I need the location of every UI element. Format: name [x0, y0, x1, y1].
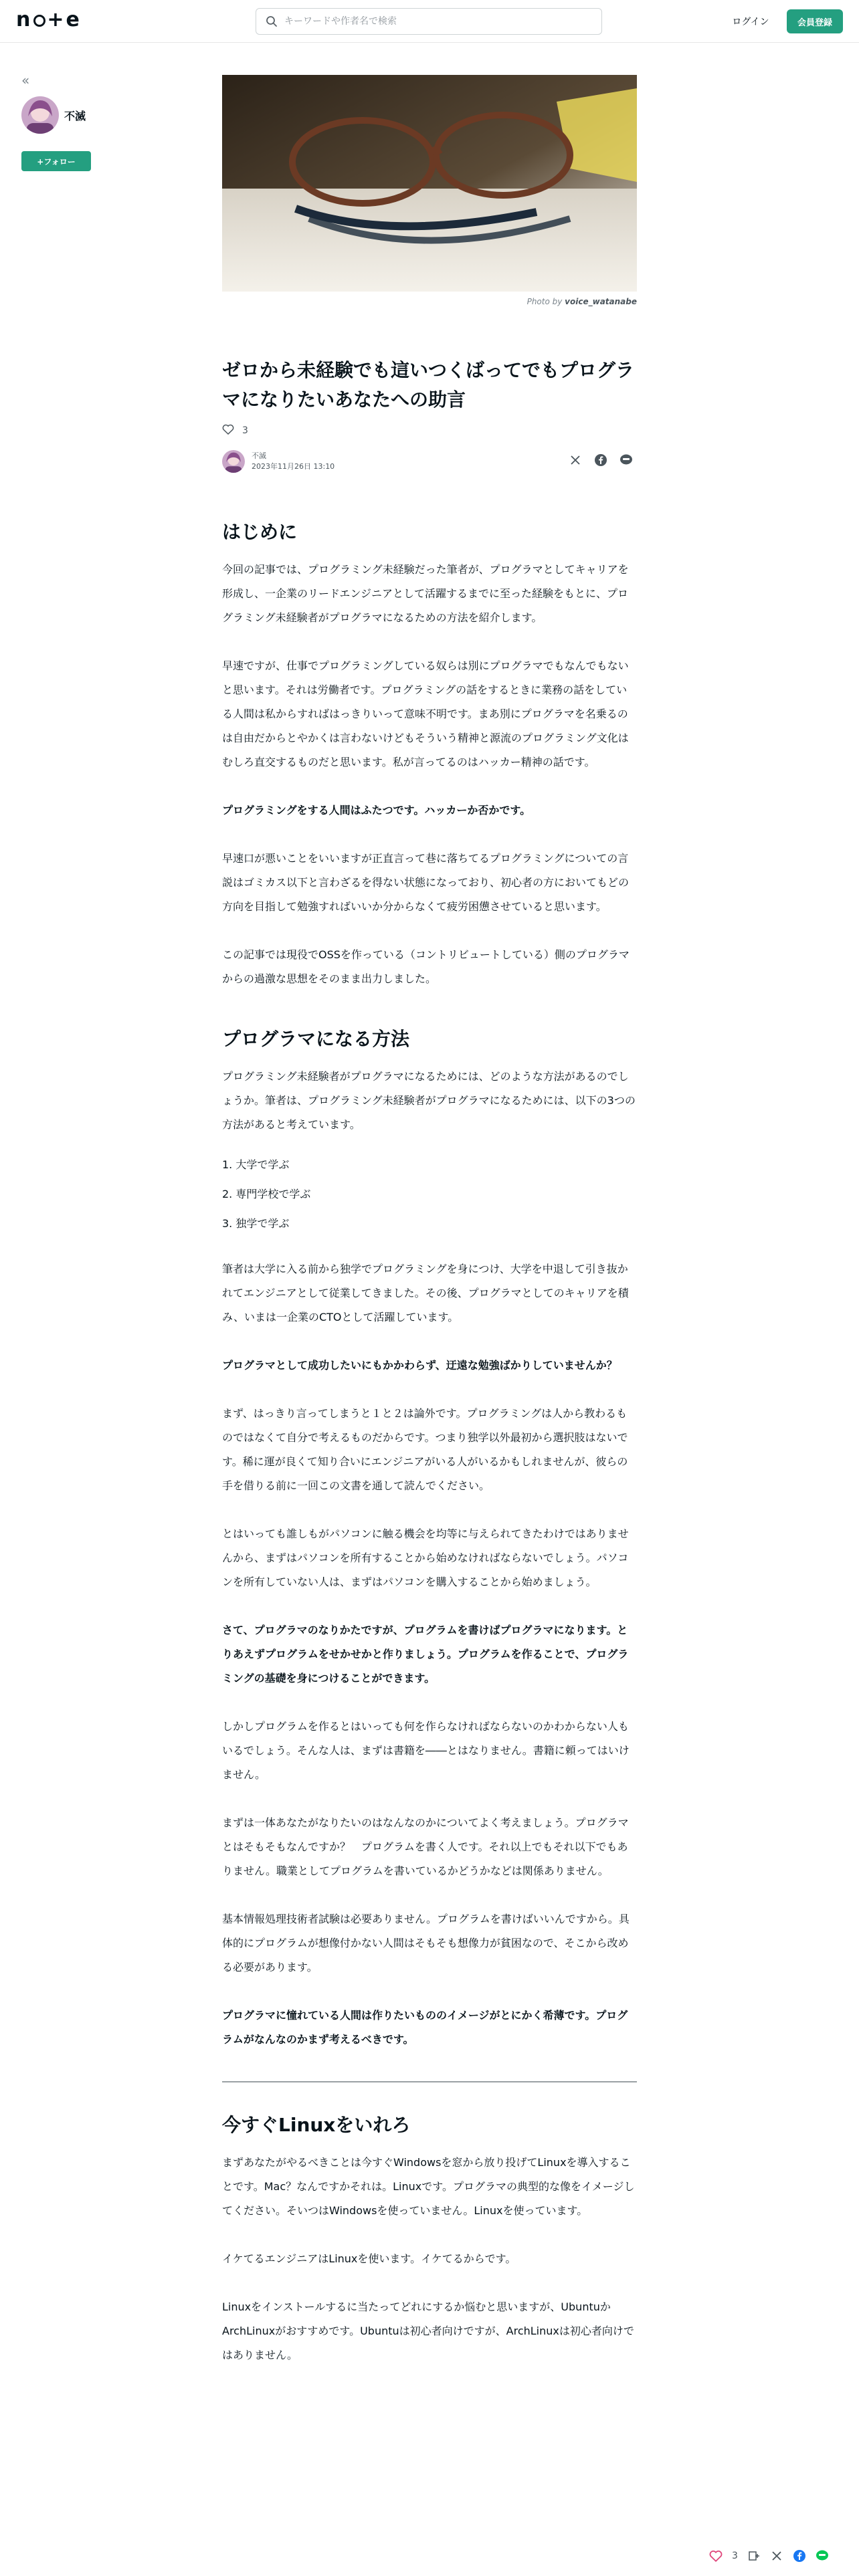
paragraph: 筆者は大学に入る前から独学でプログラミングを身につけ、大学を中退して引き抜かれてエンジニアとして従業してきました。その後、プログラマとしてのキャリアを積み、いまは一企業のCTOとして活躍しています。 [222, 1263, 629, 1323]
facebook-share-icon[interactable] [594, 453, 607, 467]
paragraph: 早速口が悪いことをいいますが正直言って巷に落ちてるプログラミングについての言説はゴミカス以下と言わざるを得ない状態になっており、初心者の方においてもどの方向を目指して勉強すればいいか分からなくて疲労困憊させていると思います。 [222, 852, 630, 913]
paragraph: まず、はっきり言ってしまうと１と２は論外です。プログラミングは人から教わるものではなくて自分で考えるものだからです。つまり独学以外最初から選択肢はないです。稀に運が良くて知り合いにエンジニアがいる人がいるかもしれませんが、彼らの手を借りる前に一回この文書を通して読んでください。 [222, 1407, 628, 1492]
author-avatar-small[interactable] [222, 450, 245, 473]
method-list [222, 1150, 637, 1239]
magazine-add-icon[interactable] [747, 2549, 761, 2563]
login-button[interactable]: ログイン [723, 9, 779, 33]
author-avatar[interactable] [21, 96, 59, 134]
paragraph: イケてるエンジニアはLinuxを使います。イケてるからです。 [222, 2252, 516, 2265]
hero-image [222, 75, 637, 292]
paragraph-bold: プログラマとして成功したいにもかかわらず、迂遠な勉強ばかりしていませんか？ [222, 1359, 617, 1372]
like-row [222, 424, 637, 437]
paragraph: プログラミング未経験者がプログラマになるためには、どのような方法があるのでしょうか。筆者は、プログラミング未経験者がプログラマになるためには、以下の3つの方法があると考えています。 [222, 1070, 636, 1131]
follow-label: +フォロー [37, 156, 76, 167]
paragraph: 早速ですが、仕事でプログラミングしている奴らは別にプログラマでもなんでもないと思います。それは労働者です。プログラミングの話をするときに業務の話をしている人間は私からすればはっきりいって意味不明です。まあ別にプログラマを名乗るのは自由だからとやかくは言わないけどもそういう精神と源流のプログラミング文化はむしろ直交するものだと思います。私が言ってるのはハッカー精神の話です。 [222, 659, 629, 768]
author-row [222, 449, 637, 473]
like-count[interactable]: 3 [242, 425, 248, 436]
article-body [222, 519, 637, 2367]
paragraph: まずは一体あなたがなりたいのはなんなのかについてよく考えましょう。プログラマとはそもそもなんですか？ プログラムを書く人です。それ以上でもそれ以下でもありません。職業としてプログラムを書いているかどうかなどは関係ありません。 [222, 1816, 629, 1877]
section-heading: 今すぐLinuxをいれろ [222, 2114, 411, 2136]
bottom-action-bar [709, 2547, 829, 2565]
site-header [0, 0, 859, 43]
x-share-icon[interactable] [770, 2549, 783, 2563]
search-icon [266, 15, 278, 27]
photo-credit-user[interactable]: voice_watanabe [565, 297, 637, 306]
paragraph-bold: プログラマに憧れている人間は作りたいもののイメージがとにかく希薄です。プログラムがなんなのかまず考えるべきです。 [222, 2009, 628, 2046]
publish-date: 2023年11月26日 13:10 [252, 462, 335, 471]
collapse-sidebar-icon[interactable]: « [21, 72, 30, 88]
bottom-like-count[interactable]: 3 [732, 2551, 738, 2561]
section-heading: はじめに [222, 521, 298, 543]
heart-icon[interactable] [222, 424, 234, 437]
section-divider [222, 2081, 637, 2082]
paragraph: Linuxをインストールするに当たってどれにするか悩むと思いますが、UbuntuかArchLinuxがおすすめです。Ubuntuは初心者向けですが、ArchLinuxは初心者向けではありません。 [222, 2300, 634, 2361]
note-logo[interactable]: n +e [16, 8, 82, 31]
section-heading: プログラマになる方法 [222, 1028, 410, 1050]
paragraph: とはいっても誰しもがパソコンに触る機会を均等に与えられてきたわけではありませんから、まずはパソコンを所有することから始めなければならないでしょう。パソコンを所有していない人は、まずはパソコンを購入することから始めましょう。 [222, 1527, 629, 1588]
search-input[interactable] [284, 9, 592, 34]
share-icons [569, 453, 633, 467]
signup-button[interactable]: 会員登録 [787, 9, 843, 33]
article-title: ゼロから未経験でも這いつくばってでもプログラマになりたいあなたへの助言 [222, 359, 635, 411]
heart-icon[interactable] [709, 2549, 723, 2563]
author-name-small[interactable]: 不滅 [252, 451, 266, 460]
list-item: 3. 独学で学ぶ [222, 1217, 290, 1230]
paragraph: しかしプログラムを作るとはいっても何を作らなければならないのかわからない人もいるでしょう。そんな人は、まずは書籍を――とはなりません。書籍に頼ってはいけません。 [222, 1720, 630, 1781]
author-name[interactable]: 不滅 [64, 110, 86, 122]
photo-credit-prefix: Photo by [527, 297, 565, 306]
photo-credit [222, 297, 637, 306]
author-meta [252, 451, 335, 472]
list-item: 1. 大学で学ぶ [222, 1158, 290, 1171]
list-item: 2. 専門学校で学ぶ [222, 1188, 311, 1200]
paragraph-bold: プログラミングをする人間はふたつです。ハッカーか否かです。 [222, 804, 531, 817]
facebook-share-icon[interactable] [793, 2549, 806, 2563]
follow-button[interactable] [21, 151, 91, 171]
x-share-icon[interactable] [569, 453, 582, 467]
paragraph: この記事では現役でOSSを作っている（コントリビュートしている）側のプログラマからの過激な思想をそのまま出力しました。 [222, 948, 630, 985]
search-box[interactable] [256, 8, 602, 35]
paragraph-bold: さて、プログラマのなりかたですが、プログラムを書けばプログラマになります。とりあえずプログラムをせかせかと作りましょう。プログラムを作ることで、プログラミングの基礎を身につけることができます。 [222, 1624, 629, 1685]
paragraph: 基本情報処理技術者試験は必要ありません。プログラムを書けばいいんですから。具体的にプログラムが想像付かない人間はそもそも想像力が貧困なので、そこから改める必要があります。 [222, 1913, 630, 1973]
paragraph: まずあなたがやるべきことは今すぐWindowsを窓から放り投げてLinuxを導入することです。Mac？なんですかそれは。Linuxです。プログラマの典型的な像をイメージしてください。そいつはWindowsを使っていません。Linuxを使っています。 [222, 2156, 635, 2217]
line-share-icon[interactable] [619, 453, 633, 467]
paragraph: 今回の記事では、プログラミング未経験だった筆者が、プログラマとしてキャリアを形成し、一企業のリードエンジニアとして活躍するまでに至った経験をもとに、プログラミング未経験者がプログラマになるための方法を紹介します。 [222, 563, 629, 624]
line-share-icon[interactable] [816, 2549, 829, 2563]
article [222, 75, 637, 2367]
